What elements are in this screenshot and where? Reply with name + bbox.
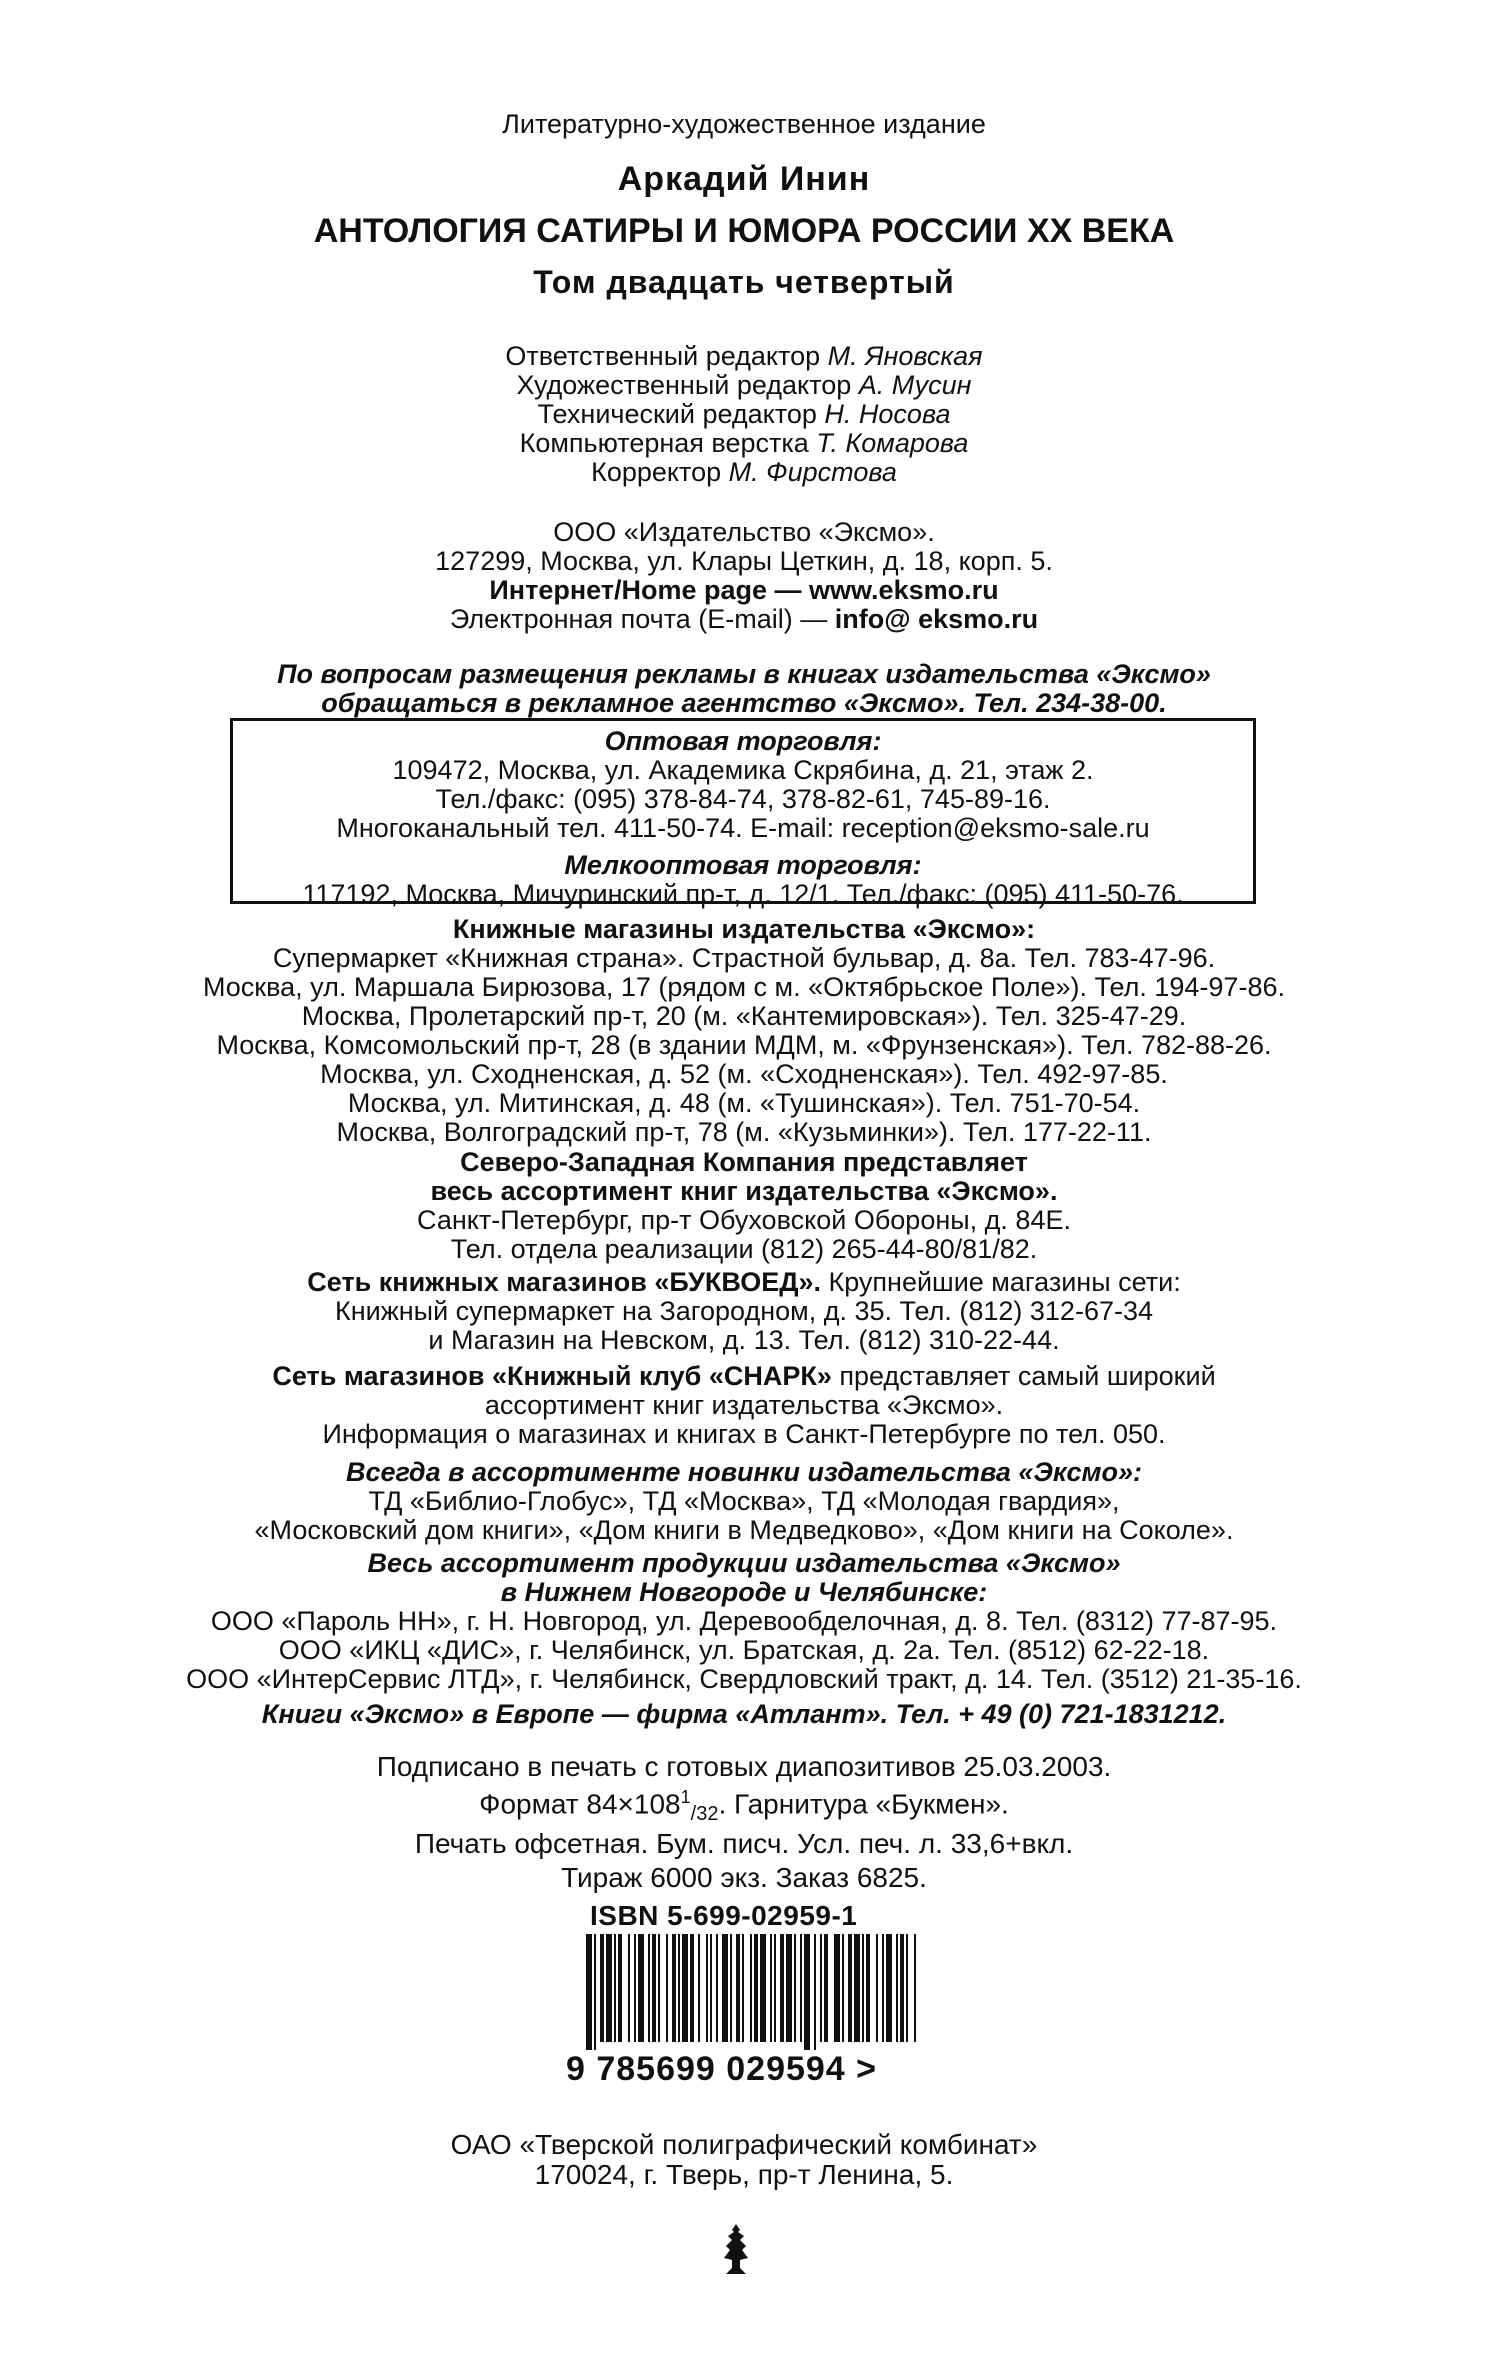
barcode-bar — [786, 1934, 792, 2042]
barcode-bar — [618, 1934, 622, 2042]
shop-line: Москва, ул. Митинская, д. 48 (м. «Тушинская»). Тел. 751-70-54. — [347, 1088, 1141, 1118]
barcode-bar — [886, 1934, 892, 2042]
barcode-bar — [854, 1934, 860, 2042]
barcode-bar — [820, 1934, 822, 2042]
author-name: Аркадий Инин — [617, 160, 871, 198]
barcode-bar — [698, 1934, 700, 2042]
format-line: Формат $84\times 108^1_{/32}$. Гарнитура «Букмен». — [479, 1787, 1009, 1825]
isbn-barcode — [566, 1900, 946, 2110]
credit-line: Ответственный редактор М. Яновская — [505, 341, 983, 371]
publisher-block — [0, 518, 1488, 634]
credit-line: Технический редактор Н. Носова — [537, 399, 951, 429]
barcode-bar — [600, 1934, 604, 2042]
barcode-bar — [606, 1934, 612, 2042]
always-block: Всегда в ассортименте новинки издательства «Эксмо»: ТД «Библио-Глобус», ТД «Москва», ТД «Молодая гвардия», «Московский дом книги», «Дом книги в Медведково», «Дом книги на Соколе». — [254, 1457, 1234, 1545]
barcode-bar — [900, 1934, 904, 2042]
volume-label: Том двадцать четвертый — [533, 264, 955, 300]
small-wholesale-heading: Мелкооптовая торговля: — [564, 850, 922, 880]
book-title: АНТОЛОГИЯ САТИРЫ И ЮМОРА РОССИИ XX ВЕКА — [313, 212, 1175, 250]
printer-logo-icon — [716, 2222, 756, 2278]
printer-block: ОАО «Тверской полиграфический комбинат» 170024, г. Тверь, пр-т Ленина, 5. — [450, 2129, 1038, 2190]
shops-heading: Книжные магазины издательства «Эксмо»: — [452, 914, 1036, 944]
publisher-name: ООО «Издательство «Эксмо». — [553, 517, 935, 547]
barcode-bar — [876, 1934, 878, 2042]
wholesale-box: Оптовая торговля: 109472, Москва, ул. Академика Скрябина, д. 21, этаж 2. Тел./факс: (095) 378-84-74, 378-82-61, 745-89-16. Многоканальный тел. 411-50-74. E-mail: reception@eksmo-sale.ru Мелкооптовая торговля: 117192, Москва, Мичуринский пр-т, д. 12/1. Тел./факс: (095) 411-50-76. — [230, 718, 1256, 904]
barcode-bar — [866, 1934, 870, 2042]
barcode-bar — [760, 1934, 766, 2042]
barcode-bar — [848, 1934, 852, 2042]
barcode-bar — [804, 1934, 810, 2050]
barcode-bar — [914, 1934, 916, 2042]
barcode-bar — [658, 1934, 660, 2042]
barcode-bar — [706, 1934, 708, 2042]
barcode-bar — [814, 1934, 816, 2050]
barcode-bar — [678, 1934, 680, 2042]
advertising-notice: По вопросам размещения рекламы в книгах издательства «Эксмо» обращаться в рекламное агентство «Эксмо». Тел. 234-38-00. — [277, 659, 1211, 718]
credit-line: Компьютерная верстка Т. Комарова — [519, 428, 969, 458]
barcode-bar — [730, 1934, 732, 2042]
barcode-bar — [638, 1934, 644, 2042]
credit-line: Корректор М. Фирстова — [591, 457, 897, 487]
publisher-email[interactable]: info@ eksmo.ru — [834, 604, 1039, 634]
wholesale-heading: Оптовая торговля: — [604, 726, 882, 756]
barcode-bar — [614, 1934, 616, 2042]
barcode-bar — [594, 1934, 596, 2050]
credit-line: Художественный редактор А. Мусин — [516, 370, 972, 400]
shops-block — [0, 915, 1488, 1147]
barcode-bar — [634, 1934, 636, 2042]
barcode-bar — [722, 1934, 728, 2042]
publisher-web[interactable]: Интернет/Home page — www.eksmo.ru — [489, 575, 999, 605]
regions-block: Весь ассортимент продукции издательства «Эксмо» в Нижнем Новгороде и Челябинске: ООО «Пароль НН», г. Н. Новгород, ул. Деревообделочная, д. 8. Тел. (8312) 77-87-95. ООО «ИКЦ «ДИС», г. Челябинск, ул. Братская, д. 2а. Тел. (8512) 62-22-18. ООО «ИнтерСервис ЛТД», г. Челябинск, Свердловский тракт, д. 14. Тел. (3512) 21-35-16. — [186, 1548, 1302, 1694]
barcode-bar — [862, 1934, 864, 2042]
barcode-bar — [754, 1934, 758, 2042]
credits-block — [0, 342, 1488, 487]
barcode-bars — [586, 1934, 916, 2050]
shop-line: Москва, Волгоградский пр-т, 78 (м. «Кузьминки»). Тел. 177-22-11. — [336, 1117, 1152, 1147]
publisher-address: 127299, Москва, ул. Клары Цеткин, д. 18, корп. 5. — [435, 546, 1053, 576]
barcode-bar — [896, 1934, 898, 2042]
barcode-bar — [648, 1934, 650, 2042]
isbn-label: ISBN 5-699-02959-1 — [590, 1900, 858, 1931]
shop-line: Москва, ул. Сходненская, д. 52 (м. «Сходненская»). Тел. 492-97-85. — [320, 1059, 1168, 1089]
barcode-bar — [736, 1934, 740, 2042]
barcode-bar — [800, 1934, 802, 2042]
shop-line: Москва, ул. Маршала Бирюзова, 17 (рядом с м. «Октябрьское Поле»). Тел. 194-97-86. — [203, 972, 1285, 1002]
shop-line: Москва, Пролетарский пр-т, 20 (м. «Кантемировская»). Тел. 325-47-29. — [301, 1001, 1187, 1031]
barcode-bar — [586, 1934, 592, 2050]
barcode-bar — [882, 1934, 884, 2042]
barcode-bar — [682, 1934, 688, 2042]
barcode-bar — [628, 1934, 630, 2042]
print-info: Подписано в печать с готовых диапозитивов 25.03.2003. Формат $84\times 108^1_{/32}$. Гарнитура «Букмен». Печать офсетная. Бум. писч. Усл. печ. л. 33,6+вкл. Тираж 6000 экз. Заказ 6825. — [0, 1752, 1488, 1893]
publisher-email-line: Электронная почта (E-mail) — info@ eksmo.ru — [449, 604, 1039, 634]
barcode-bar — [834, 1934, 840, 2042]
barcode-bar — [666, 1934, 668, 2042]
shop-line: Москва, Комсомольский пр-т, 28 (в здании МДМ, м. «Фрунзенская»). Тел. 782-88-26. — [216, 1030, 1272, 1060]
imprint-type: Литературно-художественное издание — [502, 109, 986, 139]
snark-block: Сеть магазинов «Книжный клуб «СНАРК» представляет самый широкий ассортимент книг издательства «Эксмо». Информация о магазинах и книгах в Санкт-Петербурге по тел. 050. — [272, 1361, 1216, 1449]
barcode-bar — [672, 1934, 676, 2042]
barcode-bar — [794, 1934, 796, 2042]
barcode-bar — [774, 1934, 776, 2042]
ean-number: 9 785699 029594 > — [566, 2050, 878, 2088]
shop-line: Супермаркет «Книжная страна». Страстной бульвар, д. 8а. Тел. 783-47-96. — [272, 943, 1216, 973]
barcode-bar — [690, 1934, 694, 2042]
barcode-bar — [842, 1934, 844, 2042]
barcode-bar — [742, 1934, 744, 2042]
barcode-bar — [716, 1934, 718, 2042]
barcode-bar — [906, 1934, 908, 2042]
barcode-bar — [780, 1934, 784, 2042]
europe-notice: Книги «Эксмо» в Европе — фирма «Атлант». Тел. + 49 (0) 721-1831212. — [261, 1699, 1227, 1729]
barcode-bar — [710, 1934, 712, 2042]
bukvoed-block: Сеть книжных магазинов «БУКВОЕД». Крупнейшие магазины сети: Книжный супермаркет на Загородном, д. 35. Тел. (812) 312-67-34 и Магазин на Невском, д. 13. Тел. (812) 310-22-44. — [307, 1267, 1181, 1355]
northwest-block: Северо-Западная Компания представляет весь ассортимент книг издательства «Эксмо». Санкт-Петербург, пр-т Обуховской Обороны, д. 84Е. Тел. отдела реализации (812) 265-44-80/81/82. — [417, 1147, 1071, 1264]
barcode-bar — [770, 1934, 772, 2042]
barcode-bar — [824, 1934, 828, 2042]
barcode-bar — [750, 1934, 752, 2042]
barcode-bar — [652, 1934, 656, 2042]
